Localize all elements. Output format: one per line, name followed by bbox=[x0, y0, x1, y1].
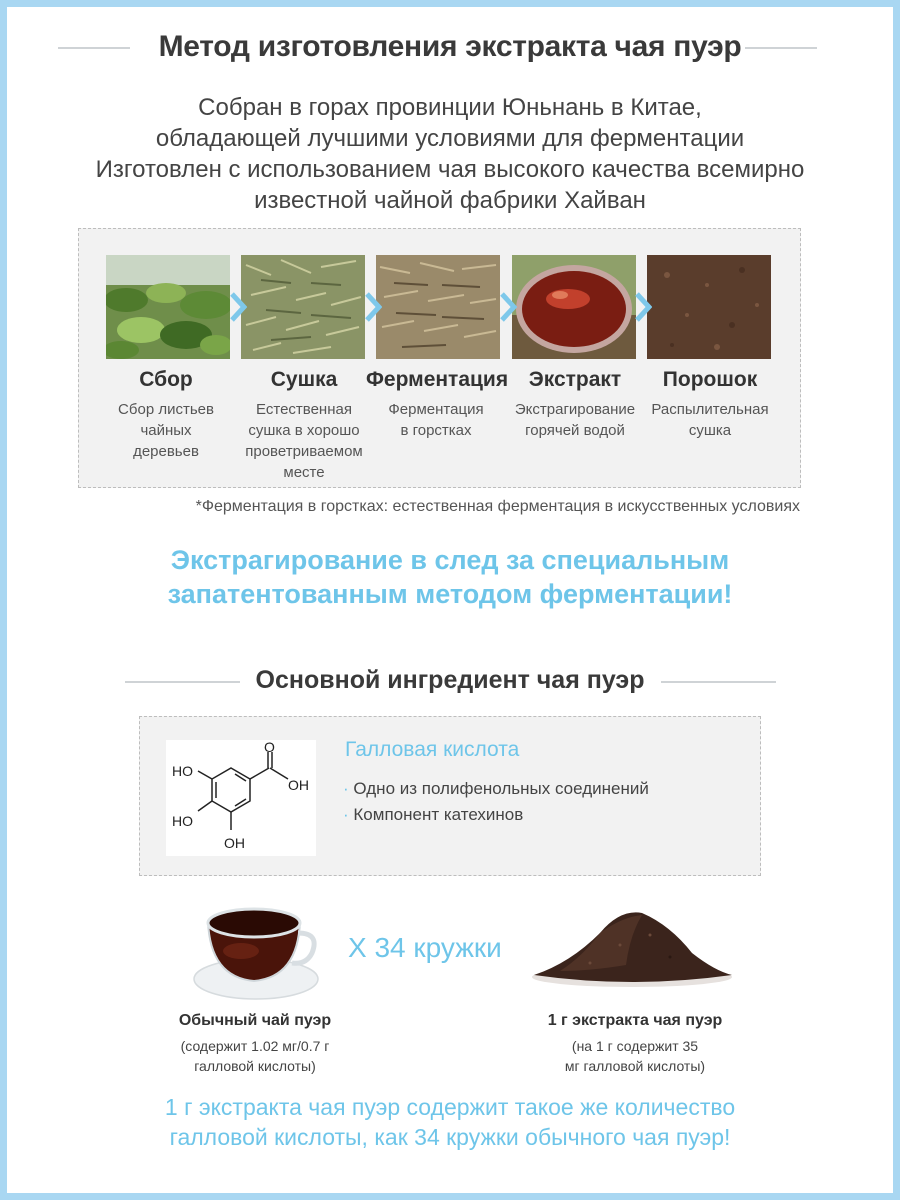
step-desc-line: Ферментация bbox=[388, 401, 484, 418]
extract-powder-pile bbox=[530, 905, 735, 990]
intro-line: известной чайной фабрики Хайван bbox=[254, 187, 646, 214]
molecule-label-ho: HO bbox=[172, 763, 193, 779]
gallic-acid-structure-icon bbox=[166, 740, 316, 856]
step-desc-line: Распылительная bbox=[651, 401, 769, 418]
step-title: Ферментация bbox=[366, 368, 509, 391]
ingredient-name: Галловая кислота bbox=[345, 738, 520, 761]
step-desc-line: проветриваемом bbox=[245, 443, 363, 460]
chevron-right-icon bbox=[364, 292, 382, 322]
regular-tea-title: Обычный чай пуэр bbox=[178, 1012, 332, 1029]
step-desc-line: Естественная bbox=[256, 401, 352, 418]
tea-leaves-photo bbox=[106, 255, 230, 359]
step-desc-line: горячей водой bbox=[525, 422, 625, 439]
step-title: Сбор bbox=[139, 368, 193, 391]
step-desc bbox=[505, 399, 645, 441]
bullet-dot-icon: · bbox=[343, 779, 349, 798]
fermented-tea-photo bbox=[376, 255, 500, 359]
molecule-label-oh: OH bbox=[224, 835, 245, 851]
molecule-label-oh: OH bbox=[288, 777, 309, 793]
bullet-dot-icon: · bbox=[343, 805, 349, 824]
intro-line: Собран в горах провинции Юньнань в Китае, bbox=[198, 94, 702, 121]
chevron-right-icon bbox=[499, 292, 517, 322]
fermentation-note: *Ферментация в горстках: естественная ферментация в искусственных условиях bbox=[195, 498, 800, 515]
step-desc-line: Экстрагирование bbox=[514, 401, 636, 418]
slogan bbox=[0, 543, 900, 611]
step-desc bbox=[96, 399, 236, 462]
page-title: Метод изготовления экстракта чая пуэр bbox=[158, 30, 742, 63]
step-title: Экстракт bbox=[528, 368, 622, 391]
bullet-text: Компонент катехинов bbox=[353, 805, 524, 824]
chevron-right-icon bbox=[229, 292, 247, 322]
step-desc-line: месте bbox=[283, 464, 325, 481]
step-desc-line: сушка bbox=[688, 422, 732, 439]
slogan-line: запатентованным методом ферментации! bbox=[167, 579, 733, 609]
extract-desc-line: (на 1 г содержит 35 bbox=[571, 1038, 699, 1054]
step-desc-line: сушка в хорошо bbox=[248, 422, 360, 439]
section-title: Основной ингредиент чая пуэр bbox=[255, 666, 645, 694]
slogan-line: Экстрагирование в след за специальным bbox=[170, 545, 730, 575]
ingredient-bullet bbox=[343, 779, 649, 799]
ingredient-bullet bbox=[343, 805, 523, 825]
regular-tea-desc bbox=[140, 1036, 370, 1076]
intro-text bbox=[0, 92, 900, 216]
step-title: Порошок bbox=[662, 368, 758, 391]
step-desc-line: Сбор листьев bbox=[118, 401, 214, 418]
intro-line: Изготовлен с использованием чая высокого качества всемирно bbox=[95, 156, 805, 183]
dried-tea-photo bbox=[241, 255, 365, 359]
extract-desc-line: мг галловой кислоты) bbox=[564, 1058, 706, 1074]
step-title: Сушка bbox=[270, 368, 338, 391]
bullet-text: Одно из полифенольных соединений bbox=[353, 779, 649, 798]
step-desc bbox=[234, 399, 374, 483]
molecule-label-ho: HO bbox=[172, 813, 193, 829]
multiplier-text: X 34 кружки bbox=[348, 932, 502, 963]
tea-powder-photo bbox=[647, 255, 771, 359]
intro-line: обладающей лучшими условиями для ферментации bbox=[155, 125, 745, 152]
tea-cup-photo bbox=[186, 893, 326, 1005]
extract-title: 1 г экстракта чая пуэр bbox=[547, 1012, 723, 1029]
step-desc bbox=[366, 399, 506, 441]
molecule-label-o: O bbox=[264, 740, 275, 755]
conclusion-line: галловой кислоты, как 34 кружки обычного чая пуэр! bbox=[169, 1124, 731, 1150]
chevron-right-icon bbox=[634, 292, 652, 322]
regular-tea-desc-line: (содержит 1.02 мг/0.7 г bbox=[180, 1038, 330, 1054]
regular-tea-desc-line: галловой кислоты) bbox=[194, 1058, 316, 1074]
step-desc-line: в горстках bbox=[400, 422, 472, 439]
tea-extract-photo bbox=[512, 255, 636, 359]
conclusion-line: 1 г экстракта чая пуэр содержит такое же количество bbox=[164, 1094, 736, 1120]
step-desc bbox=[640, 399, 780, 441]
extract-desc bbox=[520, 1036, 750, 1076]
conclusion-text bbox=[0, 1092, 900, 1152]
step-desc-line: чайных bbox=[140, 422, 192, 439]
step-desc-line: деревьев bbox=[133, 443, 199, 460]
